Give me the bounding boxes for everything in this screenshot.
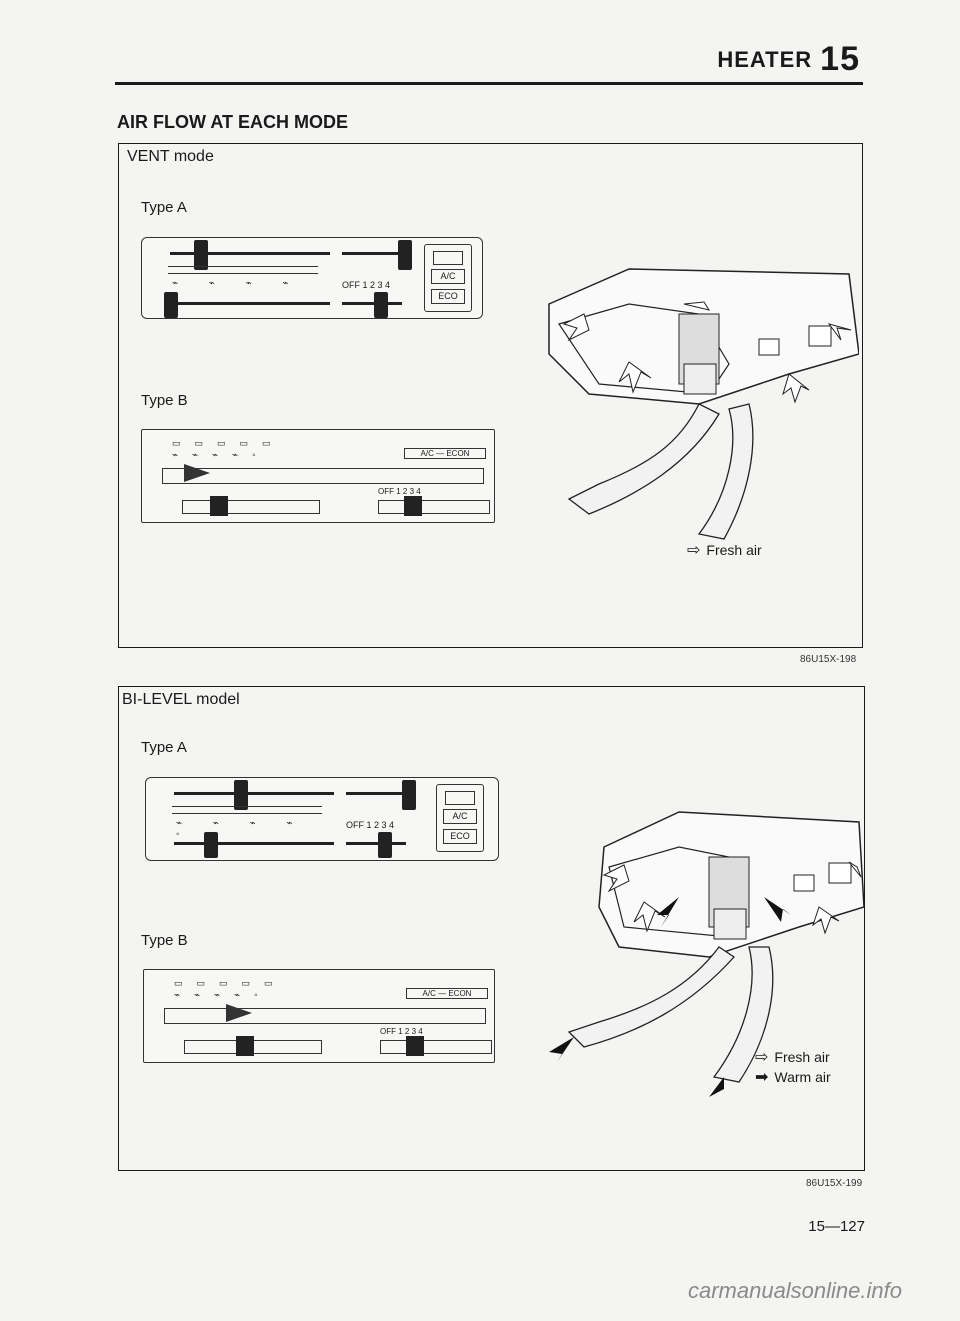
ac-button[interactable]: A/C [443, 809, 477, 824]
page-heading: AIR FLOW AT EACH MODE [117, 112, 348, 132]
fan-speed-label: OFF 1 2 3 4 [380, 1027, 423, 1036]
mode-button-row[interactable] [164, 1008, 486, 1024]
fan-lever-slot[interactable] [380, 1040, 492, 1054]
temp-lever-knob[interactable] [236, 1036, 254, 1056]
intake-slider-knob[interactable] [398, 240, 412, 270]
fan-speed-label: OFF 1 2 3 4 [342, 280, 391, 290]
header-title [717, 40, 860, 79]
hollow-arrow-icon: ⇨ [755, 1049, 769, 1066]
button-stack [424, 244, 472, 312]
fan-slider-knob[interactable] [378, 832, 392, 858]
page-number: 15—127 [808, 1218, 865, 1235]
control-panel-type-a [145, 777, 499, 861]
watermark: carmanualsonline.info [687, 1278, 902, 1303]
figure-vent [118, 143, 863, 648]
fan-lever-knob[interactable] [406, 1036, 424, 1056]
figure-code: 86U15X-199 [806, 1178, 863, 1189]
legend-label: Fresh air [774, 1049, 830, 1065]
eco-button[interactable]: ECO [443, 829, 477, 844]
mode-slider-track[interactable] [170, 302, 330, 305]
legend-fresh-air [755, 1047, 830, 1067]
fan-slider-track[interactable] [342, 302, 402, 305]
header-title-text: HEATER [717, 47, 813, 72]
button-stack [436, 784, 484, 852]
fan-lever-slot[interactable] [378, 500, 490, 514]
fan-speed-label: OFF 1 2 3 4 [346, 820, 395, 830]
type-b-label: Type B [141, 392, 188, 409]
figure-mode-label: BI-LEVEL model [122, 691, 240, 708]
temp-slider-track[interactable] [174, 792, 334, 795]
mode-icons: ⌁ ⌁ ⌁ ⌁ ◦ [176, 818, 307, 840]
mode-indicator-row [168, 266, 318, 274]
figure-code: 86U15X-198 [800, 654, 857, 665]
temp-lever-knob[interactable] [210, 496, 228, 516]
mode-button-row[interactable] [162, 468, 484, 484]
temp-lever-slot[interactable] [182, 500, 320, 514]
ac-econ-label: A/C — ECON [406, 988, 488, 999]
solid-arrow-icon: ➡ [755, 1069, 769, 1086]
mode-icons: ⌁⌁⌁⌁◦ [174, 990, 272, 1001]
blank-button[interactable] [433, 251, 463, 265]
header-divider [115, 82, 863, 85]
mode-indicator-row: ▭▭▭▭▭ [172, 438, 285, 448]
ac-button[interactable]: A/C [431, 269, 465, 284]
control-panel-type-b [143, 969, 495, 1063]
type-a-label: Type A [141, 199, 187, 216]
fan-slider-track[interactable] [346, 842, 406, 845]
type-b-label: Type B [141, 932, 188, 949]
legend-warm-air [755, 1067, 831, 1087]
legend-fresh-air [687, 540, 762, 560]
fan-speed-label: OFF 1 2 3 4 [378, 487, 421, 496]
type-a-label: Type A [141, 739, 187, 756]
mode-indicator-row: ▭▭▭▭▭ [174, 978, 287, 988]
mode-slider-track[interactable] [174, 842, 334, 845]
mode-icons: ⌁⌁⌁⌁◦ [172, 450, 270, 461]
figure-mode-label: VENT mode [127, 148, 214, 165]
mode-icons: ⌁ ⌁ ⌁ ⌁ ◦ [172, 278, 303, 300]
control-panel-type-a [141, 237, 483, 319]
figure-bi-level [118, 686, 865, 1171]
fan-slider-knob[interactable] [374, 292, 388, 318]
blank-button[interactable] [445, 791, 475, 805]
eco-button[interactable]: ECO [431, 289, 465, 304]
legend-label: Fresh air [706, 542, 762, 558]
hollow-arrow-icon: ⇨ [687, 542, 701, 559]
intake-slider-knob[interactable] [402, 780, 416, 810]
ac-econ-label: A/C — ECON [404, 448, 486, 459]
section-number: 15 [820, 40, 860, 78]
intake-slider-track[interactable] [342, 252, 402, 255]
intake-slider-track[interactable] [346, 792, 406, 795]
fan-lever-knob[interactable] [404, 496, 422, 516]
legend-label: Warm air [774, 1069, 831, 1085]
dashboard-airflow-illustration [529, 244, 859, 544]
mode-indicator-row [172, 806, 322, 814]
control-panel-type-b [141, 429, 495, 523]
